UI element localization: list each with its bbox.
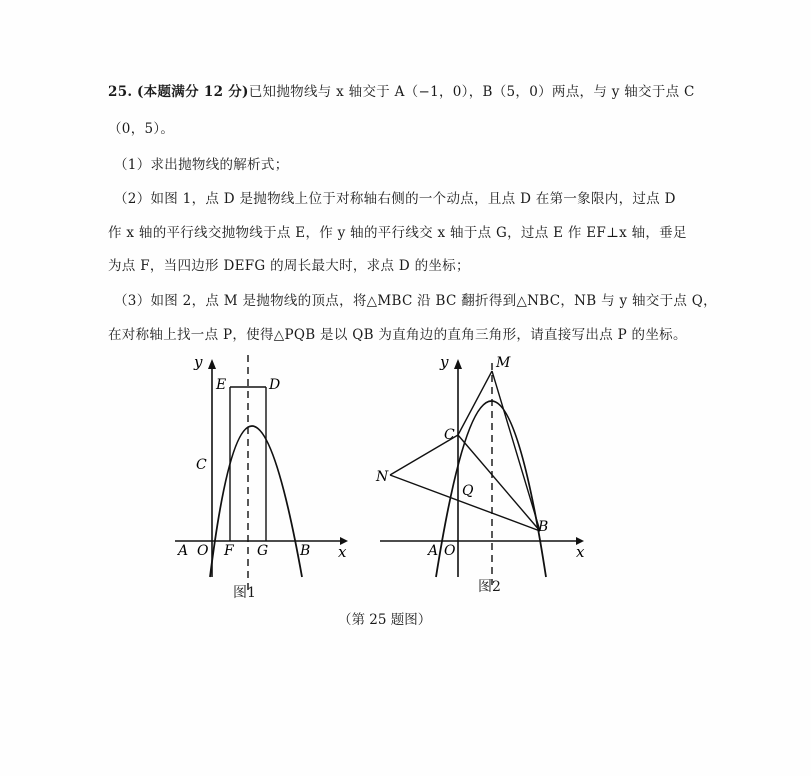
label-A: A bbox=[178, 543, 189, 559]
label-Q: Q bbox=[462, 483, 474, 499]
part-1: （1）求出抛物线的解析式； bbox=[114, 157, 289, 173]
label-C: C bbox=[196, 457, 207, 473]
label-y: y bbox=[440, 353, 449, 371]
part-3-line-1: （3）如图 2，点 M 是抛物线的顶点，将△MBC 沿 BC 翻折得到△NBC，NB 与 y 轴交于点 Q， bbox=[114, 293, 717, 309]
label-E: E bbox=[216, 377, 227, 393]
y-axis-arrow bbox=[454, 359, 462, 369]
score-note: (本题满分 12 分) bbox=[136, 84, 249, 100]
segment-MB bbox=[492, 371, 540, 531]
part-3-line-2: 在对称轴上找一点 P，使得△PQB 是以 QB 为直角边的直角三角形，请直接写出点 P 的坐标。 bbox=[108, 327, 687, 343]
label-A: A bbox=[428, 543, 439, 559]
label-B: B bbox=[538, 519, 549, 535]
figure-1-caption: 图1 bbox=[233, 585, 256, 601]
label-F: F bbox=[224, 543, 234, 559]
label-O: O bbox=[197, 543, 209, 559]
question-number: 25. bbox=[108, 84, 133, 100]
figure-group-caption: （第 25 题图） bbox=[338, 612, 432, 628]
figure-2-caption: 图2 bbox=[478, 579, 501, 595]
part-2-line-3: 为点 F，当四边形 DEFG 的周长最大时，求点 D 的坐标； bbox=[108, 258, 470, 274]
label-x: x bbox=[338, 543, 347, 561]
label-O: O bbox=[444, 543, 456, 559]
figure-2 bbox=[370, 345, 600, 605]
label-C: C bbox=[444, 427, 455, 443]
label-y: y bbox=[194, 353, 203, 371]
label-N: N bbox=[376, 469, 389, 485]
question-line-1 bbox=[108, 80, 695, 100]
label-x: x bbox=[576, 543, 585, 561]
label-B: B bbox=[300, 543, 311, 559]
part-2-line-2: 作 x 轴的平行线交抛物线于点 E，作 y 轴的平行线交 x 轴于点 G，过点 E 作 EF⊥x 轴，垂足 bbox=[108, 225, 687, 241]
label-G: G bbox=[257, 543, 269, 559]
question-stem-2: （0，5）。 bbox=[108, 121, 175, 137]
part-2-line-1: （2）如图 1，点 D 是抛物线上位于对称轴右侧的一个动点，且点 D 在第一象限内，过点 D bbox=[114, 191, 676, 207]
y-axis-arrow bbox=[208, 359, 216, 369]
question-stem-1: 已知抛物线与 x 轴交于 A（−1，0），B（5，0）两点，与 y 轴交于点 C bbox=[248, 84, 695, 100]
label-M: M bbox=[496, 355, 511, 371]
figure-1 bbox=[160, 345, 360, 605]
label-D: D bbox=[269, 377, 281, 393]
